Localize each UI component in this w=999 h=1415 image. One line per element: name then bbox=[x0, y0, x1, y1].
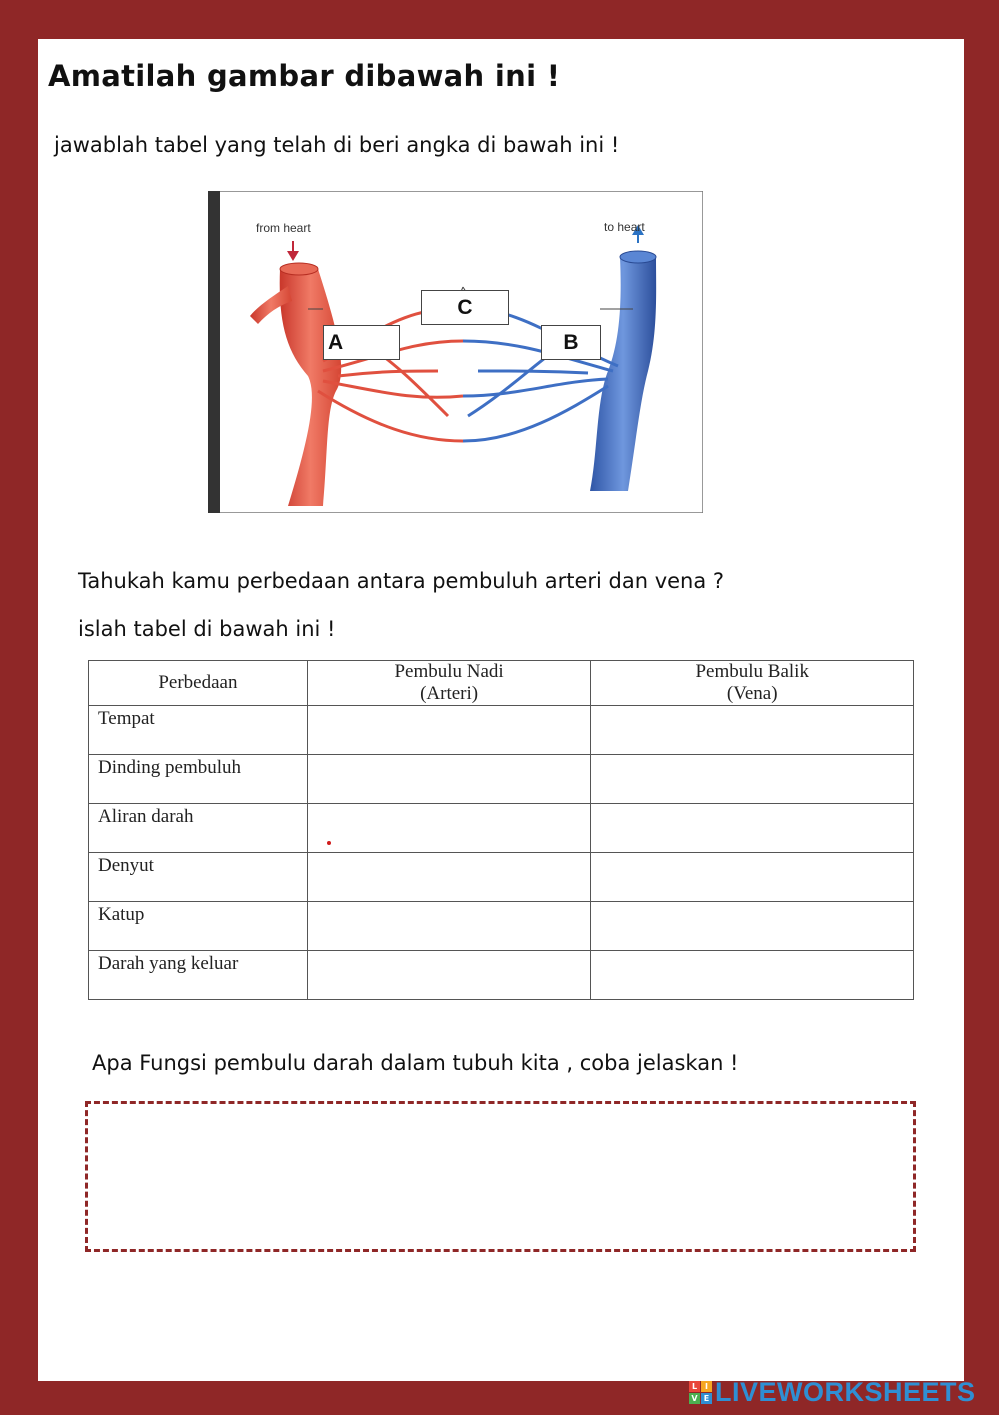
table-header-row bbox=[89, 661, 914, 706]
table-row bbox=[89, 902, 914, 951]
vena-answer-cell[interactable] bbox=[591, 804, 914, 853]
arteri-answer-cell[interactable] bbox=[307, 902, 591, 951]
arteri-answer-cell[interactable] bbox=[307, 706, 591, 755]
arteri-answer-cell[interactable] bbox=[307, 804, 591, 853]
row-label: Aliran darah bbox=[89, 804, 308, 853]
brand-name: LIVEWORKSHEETS bbox=[715, 1376, 976, 1407]
vena-answer-cell[interactable] bbox=[591, 755, 914, 804]
question-difference: Tahukah kamu perbedaan antara pembuluh arteri dan vena ? bbox=[78, 569, 725, 593]
vena-answer-cell[interactable] bbox=[591, 902, 914, 951]
vena-answer-cell[interactable] bbox=[591, 853, 914, 902]
table-row bbox=[89, 853, 914, 902]
label-a-box: A bbox=[323, 325, 400, 360]
vena-answer-cell[interactable] bbox=[591, 706, 914, 755]
from-heart-label: from heart bbox=[256, 221, 311, 235]
row-label: Darah yang keluar bbox=[89, 951, 308, 1000]
blood-vessel-diagram bbox=[208, 191, 703, 513]
answer-text-box[interactable] bbox=[85, 1101, 916, 1252]
label-b-box: B bbox=[541, 325, 601, 360]
table-row bbox=[89, 755, 914, 804]
red-dot-marker bbox=[327, 841, 331, 845]
table-row bbox=[89, 951, 914, 1000]
label-c-box: C bbox=[421, 290, 509, 325]
table-row bbox=[89, 804, 914, 853]
header-arteri: Pembulu Nadi (Arteri) bbox=[307, 661, 591, 706]
instruction-text: jawablah tabel yang telah di beri angka di bawah ini ! bbox=[54, 133, 620, 157]
capillary-network-illustration bbox=[208, 191, 703, 513]
instruction-fill-table: islah tabel di bawah ini ! bbox=[78, 617, 336, 641]
row-label: Dinding pembuluh bbox=[89, 755, 308, 804]
table-row bbox=[89, 706, 914, 755]
header-perbedaan: Perbedaan bbox=[89, 661, 308, 706]
row-label: Katup bbox=[89, 902, 308, 951]
row-label: Tempat bbox=[89, 706, 308, 755]
row-label: Denyut bbox=[89, 853, 308, 902]
comparison-table bbox=[88, 660, 914, 1000]
liveworksheets-logo bbox=[689, 1376, 976, 1408]
arteri-answer-cell[interactable] bbox=[307, 853, 591, 902]
header-vena: Pembulu Balik (Vena) bbox=[591, 661, 914, 706]
liveworksheets-icon: L I V E bbox=[689, 1381, 712, 1404]
arteri-answer-cell[interactable] bbox=[307, 755, 591, 804]
question-function: Apa Fungsi pembulu darah dalam tubuh kita , coba jelaskan ! bbox=[92, 1051, 739, 1075]
page-title: Amatilah gambar dibawah ini ! bbox=[48, 59, 561, 93]
worksheet-page bbox=[38, 39, 964, 1381]
arteri-answer-cell[interactable] bbox=[307, 951, 591, 1000]
vena-answer-cell[interactable] bbox=[591, 951, 914, 1000]
to-heart-label: to heart bbox=[604, 220, 645, 234]
